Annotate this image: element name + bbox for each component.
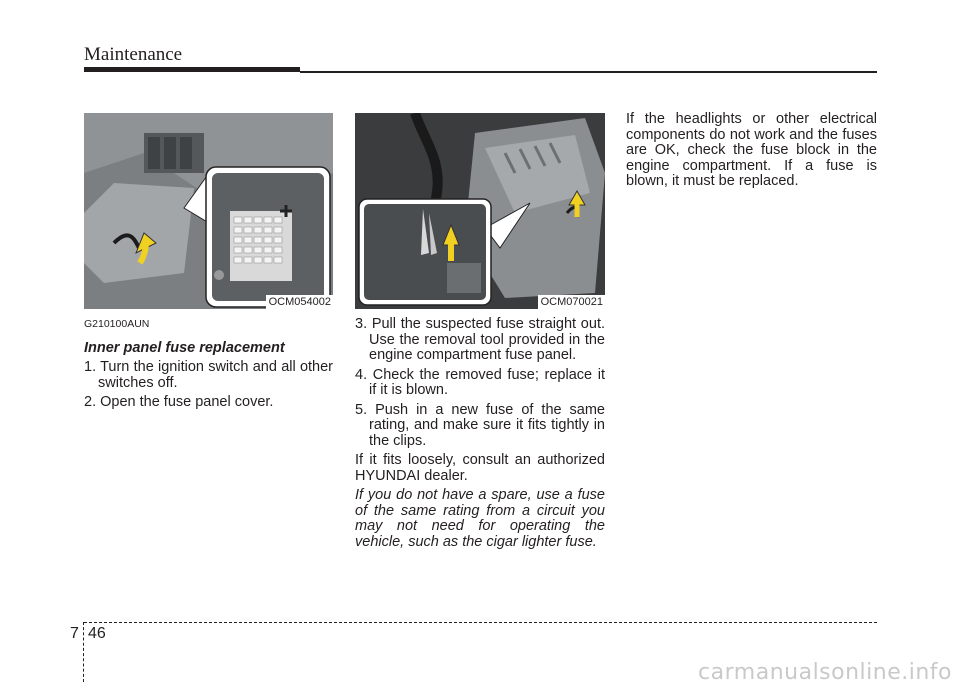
chapter-number: 7	[70, 625, 79, 642]
figure-inner-fuse-panel	[84, 113, 333, 309]
header-rule-thin	[300, 71, 877, 73]
section-subheading: Inner panel fuse replacement	[84, 339, 285, 356]
page-header-title: Maintenance	[84, 44, 183, 65]
headlights-paragraph: If the headlights or other electrical components do not work and the fuses are OK, check the fuse block in the engine compartment. If a fuse is blown, it must be replaced.	[626, 111, 877, 189]
step-item: 4. Check the removed fuse; replace it if it is blown.	[355, 366, 605, 398]
figure-engine-fuse-box	[355, 113, 605, 309]
step-item: 2. Open the fuse panel cover.	[84, 394, 274, 410]
step-item: 5. Push in a new fuse of the same rating, and make sure it fits tightly in the clips.	[355, 401, 605, 449]
italic-note: If you do not have a spare, use a fuse of the same rating from a circuit you may not need for operating the vehicle, such as the cigar lighter fuse.	[355, 487, 605, 550]
watermark: carmanualsonline.info	[698, 660, 952, 685]
figure-code: OCM070021	[538, 295, 605, 309]
section-code: G210100AUN	[84, 318, 150, 330]
step-item: 1. Turn the ignition switch and all other switches off.	[84, 359, 333, 391]
figure-code: OCM054002	[266, 295, 333, 309]
inner-panel-photo	[84, 113, 333, 309]
right-text-column	[626, 112, 877, 194]
left-text-column	[84, 317, 333, 415]
step-item: 3. Pull the suspected fuse straight out. Use the removal tool provided in the engine compartment fuse panel.	[355, 316, 605, 363]
header-rule	[84, 67, 300, 72]
dealer-paragraph: If it fits loosely, consult an authorized HYUNDAI dealer.	[355, 452, 605, 484]
middle-text-column	[355, 317, 605, 550]
footer-rule-vertical	[83, 622, 85, 682]
footer-rule	[84, 622, 877, 624]
page-number: 46	[88, 625, 106, 642]
engine-compartment-photo	[355, 113, 605, 309]
